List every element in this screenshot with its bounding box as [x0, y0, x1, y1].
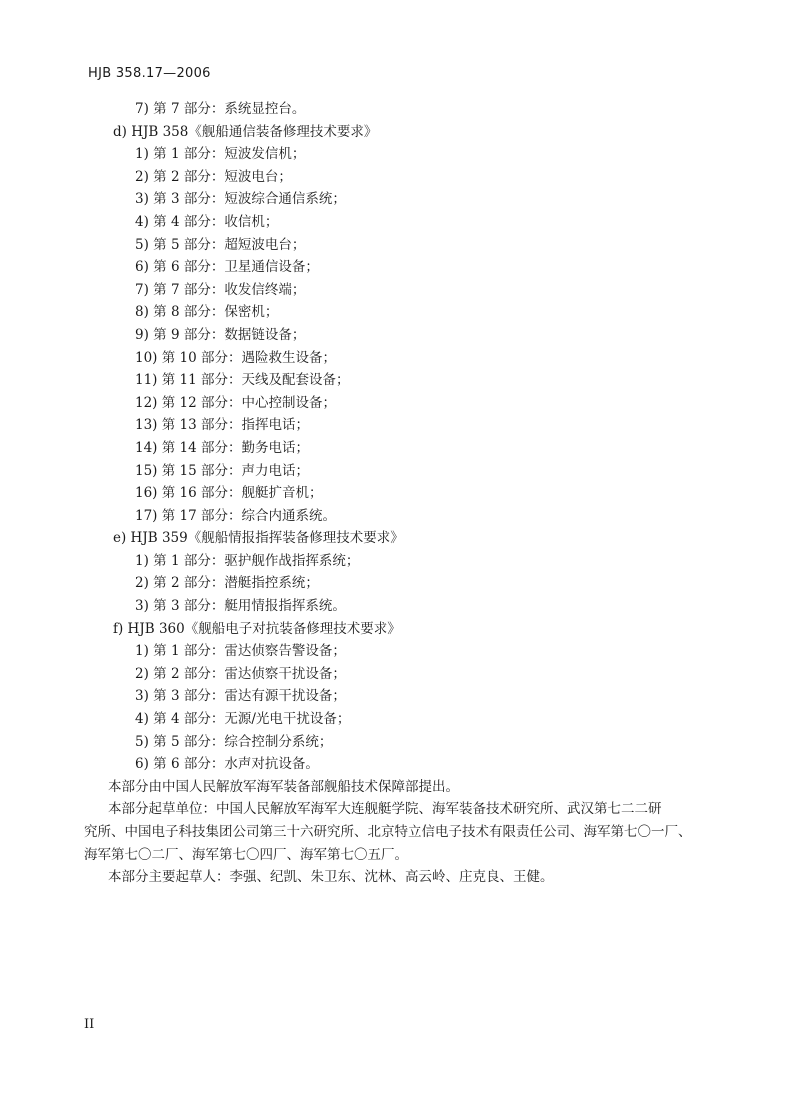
list-item: 3) 第 3 部分：雷达有源干扰设备； [135, 688, 346, 705]
document-header: HJB 358.17—2006 [88, 66, 211, 81]
list-item: 1) 第 1 部分：雷达侦察告警设备； [135, 643, 346, 660]
list-item: 6) 第 6 部分：卫星通信设备； [135, 259, 319, 276]
paragraph-continuation: 究所、中国电子科技集团公司第三十六研究所、北京特立信电子技术有限责任公司、海军第七〇一厂、 [84, 824, 692, 840]
section-heading: f) HJB 360《舰船电子对抗装备修理技术要求》 [113, 620, 401, 637]
list-item: 9) 第 9 部分：数据链设备； [135, 326, 306, 343]
list-item: 13) 第 13 部分：指挥电话； [135, 417, 309, 434]
list-item: 4) 第 4 部分：收信机； [135, 213, 279, 230]
list-item: 4) 第 4 部分：无源/光电干扰设备； [135, 711, 351, 728]
paragraph: 本部分起草单位：中国人民解放军海军大连舰艇学院、海军装备技术研究所、武汉第七二二研 [108, 801, 662, 818]
list-item: 2) 第 2 部分：潜艇指控系统； [135, 575, 319, 592]
list-item: 12) 第 12 部分：中心控制设备； [135, 394, 336, 411]
list-item: 16) 第 16 部分：舰艇扩音机； [135, 485, 323, 502]
list-item: 14) 第 14 部分：勤务电话； [135, 439, 309, 456]
list-item: 1) 第 1 部分：驱护舰作战指挥系统； [135, 552, 360, 569]
paragraph: 本部分由中国人民解放军海军装备部舰船技术保障部提出。 [108, 778, 459, 795]
list-item: 1) 第 1 部分：短波发信机； [135, 146, 306, 163]
list-item: 15) 第 15 部分：声力电话； [135, 462, 309, 479]
paragraph-continuation: 海军第七〇二厂、海军第七〇四厂、海军第七〇五厂。 [84, 846, 408, 863]
document-body [0, 98, 792, 889]
list-item: 5) 第 5 部分：综合控制分系统； [135, 733, 333, 750]
list-item: 5) 第 5 部分：超短波电台； [135, 236, 306, 253]
list-item: 8) 第 8 部分：保密机； [135, 304, 279, 321]
page-number: II [84, 1017, 95, 1032]
list-item: 7) 第 7 部分：收发信终端； [135, 281, 306, 298]
list-item: 3) 第 3 部分：艇用情报指挥系统。 [135, 598, 346, 615]
list-item: 3) 第 3 部分：短波综合通信系统； [135, 191, 346, 208]
list-item: 11) 第 11 部分：天线及配套设备； [135, 372, 350, 389]
section-heading: d) HJB 358《舰船通信装备修理技术要求》 [113, 123, 378, 140]
list-item: 2) 第 2 部分：雷达侦察干扰设备； [135, 665, 346, 682]
list-item: 17) 第 17 部分：综合内通系统。 [135, 507, 336, 524]
list-item: 10) 第 10 部分：遇险救生设备； [135, 349, 336, 366]
paragraph: 本部分主要起草人：李强、纪凯、朱卫东、沈林、高云岭、庄克良、王健。 [108, 869, 554, 886]
list-item: 7) 第 7 部分：系统显控台。 [135, 101, 306, 117]
section-heading: e) HJB 359《舰船情报指挥装备修理技术要求》 [113, 530, 404, 547]
list-item: 2) 第 2 部分：短波电台； [135, 168, 292, 185]
list-item: 6) 第 6 部分：水声对抗设备。 [135, 756, 319, 773]
